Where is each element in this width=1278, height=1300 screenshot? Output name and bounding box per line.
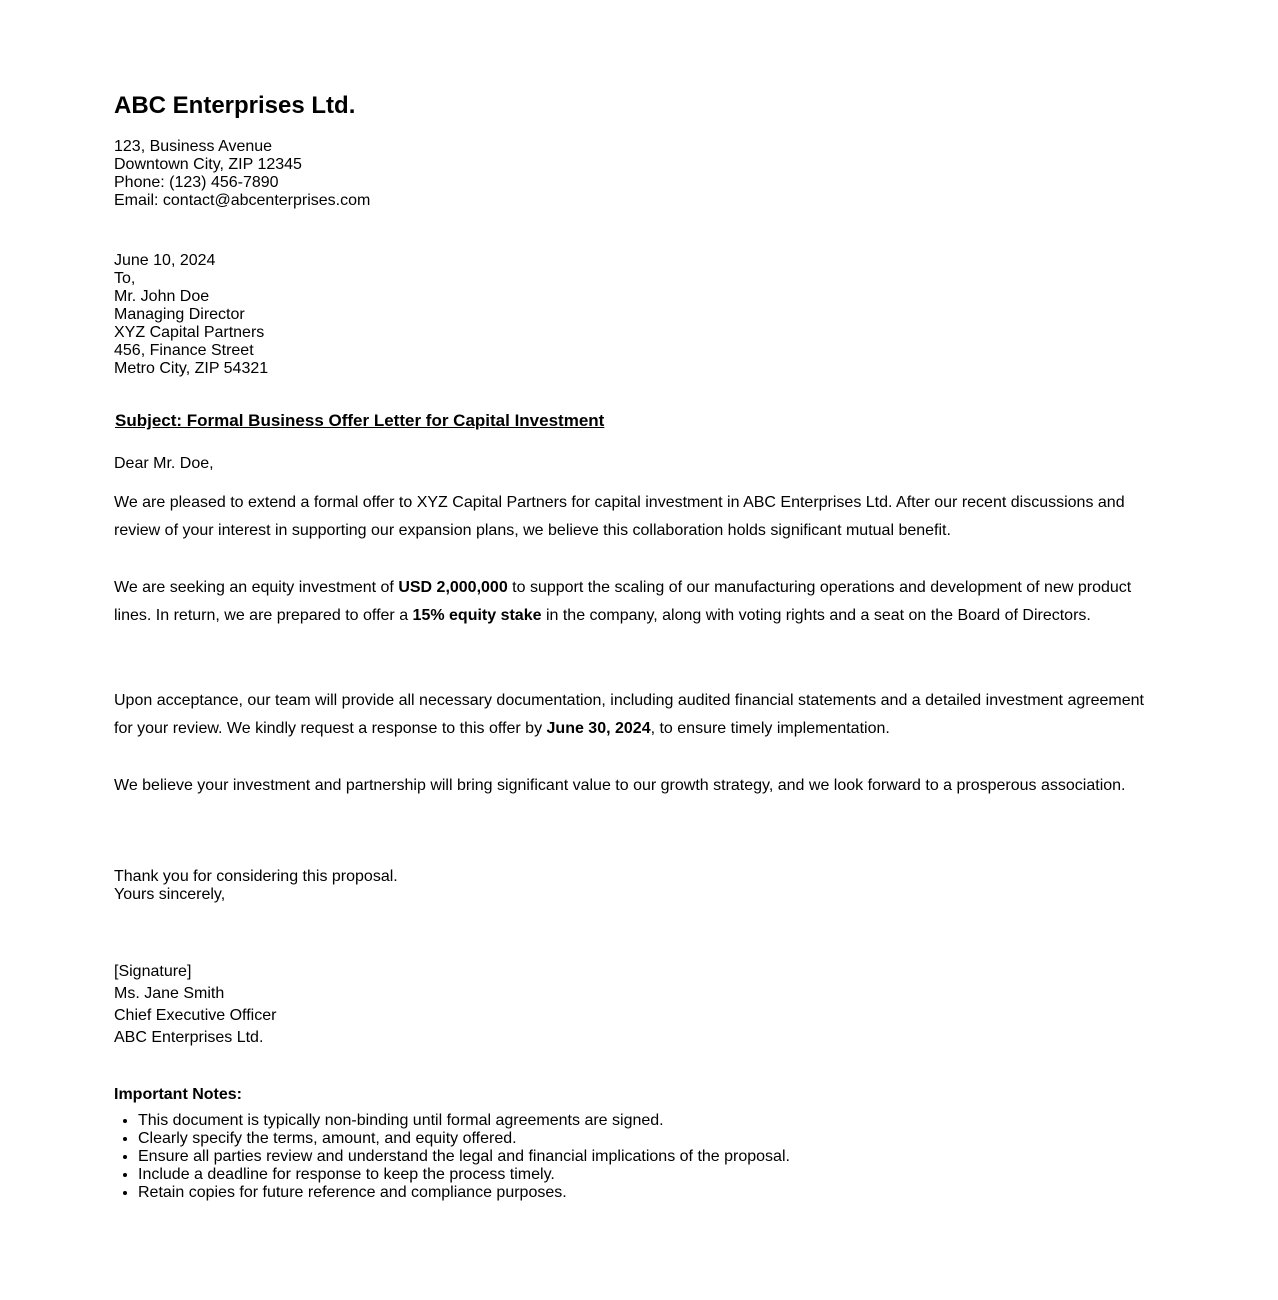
closing-block <box>114 868 398 904</box>
list-item: • Clearly specify the terms, amount, and equity offered. <box>138 1130 790 1148</box>
p3-text-b: , to ensure timely implementation. <box>650 720 890 737</box>
sender-address-line2: Downtown City, ZIP 12345 <box>114 156 302 173</box>
list-item: • Retain copies for future reference and compliance purposes. <box>138 1184 790 1202</box>
salutation: Dear Mr. Doe, <box>114 455 214 472</box>
company-name: ABC Enterprises Ltd. <box>114 92 356 119</box>
equity-stake: 15% equity stake <box>412 607 542 624</box>
sender-email: Email: contact@abcenterprises.com <box>114 192 371 209</box>
p2-text-c: in the company, along with voting rights and a seat on the Board of Directors. <box>541 607 1091 624</box>
sender-address-line1: 123, Business Avenue <box>114 138 273 155</box>
sign-off: Yours sincerely, <box>114 886 226 903</box>
sender-phone: Phone: (123) 456-7890 <box>114 174 279 191</box>
body-paragraph-1: We are pleased to extend a formal offer to XYZ Capital Partners for capital investment in ABC Enterprises Ltd. After our recent discussions and review of your interest in supporting our expansion plans, we believe this collaboration holds significant mutual benefit. <box>114 494 1125 539</box>
list-item: • This document is typically non-binding until formal agreements are signed. <box>138 1112 790 1130</box>
recipient-address-line1: 456, Finance Street <box>114 342 254 359</box>
to-label: To, <box>114 270 136 287</box>
body-paragraph-4: We believe your investment and partnership will bring significant value to our growth strategy, and we look forward to a prosperous association. <box>114 777 1126 794</box>
recipient-address-line2: Metro City, ZIP 54321 <box>114 360 269 377</box>
p2-text-b: to support the scaling of our manufacturing operations and development of new product lines. In return, we are prepared to offer a <box>114 579 1132 624</box>
body-paragraph-2 <box>114 574 1144 630</box>
letter-date: June 10, 2024 <box>114 252 216 269</box>
p2-text-a: We are seeking an equity investment of <box>114 579 399 596</box>
signature-placeholder: [Signature] <box>114 963 192 980</box>
notes-list <box>114 1112 790 1202</box>
signer-name: Ms. Jane Smith <box>114 985 225 1002</box>
signer-title: Chief Executive Officer <box>114 1007 277 1024</box>
closing-thanks: Thank you for considering this proposal. <box>114 868 398 885</box>
list-item: • Ensure all parties review and understand the legal and financial implications of the proposal. <box>138 1148 790 1166</box>
recipient-title: Managing Director <box>114 306 245 323</box>
notes-title: Important Notes: <box>114 1086 242 1103</box>
signature-block <box>114 961 276 1049</box>
body-paragraph-3 <box>114 687 1144 743</box>
recipient-name: Mr. John Doe <box>114 288 210 305</box>
recipient-company: XYZ Capital Partners <box>114 324 265 341</box>
list-item: • Include a deadline for response to keep the process timely. <box>138 1166 790 1184</box>
p3-text-a: Upon acceptance, our team will provide all necessary documentation, including audited financial statements and a detailed investment agreement for your review. We kindly request a response to this offer by <box>114 692 1144 737</box>
letter-subject: Subject: Formal Business Offer Letter for Capital Investment <box>115 411 605 430</box>
sender-address <box>114 138 370 210</box>
investment-amount: USD 2,000,000 <box>398 579 508 596</box>
response-deadline: June 30, 2024 <box>546 720 651 737</box>
recipient-block <box>114 252 268 378</box>
signer-company: ABC Enterprises Ltd. <box>114 1029 264 1046</box>
